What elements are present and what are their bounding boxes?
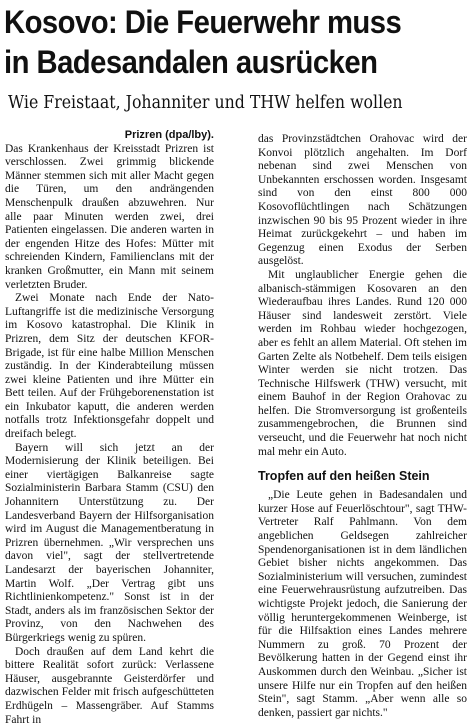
paragraph: Zwei Monate nach Ende der Nato-Luftangriffe ist die medizinische Versorgung im Kosovo katastrophal. Die Klinik in Prizren, dem Sitz der deutschen KFOR-Brigade, ist für eine halbe Million Menschen zuständig. In der Kinderabteilung müssen zwei kleine Patienten und ihre Mütter ein Bett teilen. Auf der Frühgeborenenstation ist ein Inkubator kaputt, die anderen werden notfalls trotz Infektionsgefahr doppelt und dreifach belegt. [5, 292, 214, 441]
article-column-left [5, 129, 214, 727]
paragraph: Bayern will sich jetzt an der Modernisierung der Klinik beteiligen. Bei einer viertägigen Balkanreise sagte Sozialministerin Barbara Stamm (CSU) den Johannitern Unterstützung zu. Der Landesverband Bayern der Hilfsorganisation wird im August die Managementberatung in Prizren übernehmen. „Wir versprechen uns davon viel", sagt der stellvertretende Landesarzt der bayerischen Johanniter, Martin Wolf. „Der Vertrag gibt uns Richtlinienkompetenz." Sonst ist in der Stadt, anders als im französischen Sektor der Provinz, von den Nachwehen des Bürgerkriegs wenig zu spüren. [5, 441, 214, 644]
headline-line-2: in Badesandalen ausrücken [4, 44, 378, 80]
dateline: Prizren (dpa/lby). [124, 129, 214, 141]
paragraph: „Die Leute gehen in Badesandalen und kurzer Hose auf Feuerlöschtour", sagt THW-Vertreter Ralf Pahlmann. Von dem angeblichen Geldsegen zahlreicher Spendenorganisationen ist in dem ländlichen Gebiet bisher nichts angekommen. Das Sozialministerium will versuchen, zumindest eine Feuerwehrausrüstung aufzutreiben. Das wichtigste Projekt jedoch, die Sanierung der völlig heruntergekommenen Weinberge, ist für die Hilfsaktion eines Landes mehrere Nummern zu groß. 70 Prozent der Bevölkerung hatten in der Gegend einst ihr Auskommen durch den Weinbau. „Sicher ist unsere Hilfe nur ein Tropfen auf den heißen Stein", sagt Stamm. „Aber wenn alle so denken, passiert gar nichts." [258, 489, 467, 719]
subheadline: Wie Freistaat, Johanniter und THW helfen wollen [8, 93, 403, 113]
paragraph: Doch draußen auf dem Land kehrt die bittere Realität sofort zurück: Verlassene Häuser, ausgebrannte Geisterdörfer und dazwischen Felder mit frisch aufgeschütteten Erdhügeln – Massengräber. Auf Stamms Fahrt in [5, 645, 214, 726]
headline [4, 2, 422, 82]
headline-line-1: Kosovo: Die Feuerwehr muss [4, 4, 402, 40]
section-subheading: Tropfen auf den heißen Stein [258, 469, 430, 484]
article-column-right [258, 133, 467, 720]
paragraph: Das Krankenhaus der Kreisstadt Prizren ist verschlossen. Zwei grimmig blickende Männer stemmen sich mit aller Macht gegen die Türen, um den andrängenden Menschenpulk draußen abzuwehren. Nur alle paar Minuten werden zwei, drei Patienten eingelassen. Die anderen warten in der engenden Hitze des Hofes: Mütter mit schreienden Kindern, Familienclans mit der kranken Großmutter, ein Mann mit seinem verletzten Bruder. [5, 142, 214, 291]
paragraph: das Provinzstädtchen Orahovac wird der Konvoi plötzlich angehalten. Im Dorf nebenan sind zwei Menschen von Unbekannten erschossen worden. Insgesamt sind von den einst 800 000 Kosovoflüchtlingen nach Schätzungen inzwischen 90 bis 95 Prozent wieder in ihre Heimat zurückgekehrt – und haben im Gegenzug einen Exodus der Serben ausgelöst. [258, 133, 467, 268]
paragraph: Mit unglaublicher Energie gehen die albanisch-stämmigen Kosovaren an den Wiederaufbau ihres Landes. Rund 120 000 Häuser sind landesweit zerstört. Viele werden im Rohbau wieder hochgezogen, aber es fehlt an allem Material. Oft stehen im Garten Zelte als Notbehelf. Dem teils eisigen Winter werden sie nicht trotzen. Das Technische Hilfswerk (THW) versucht, mit einem Bauhof in der Region Orahovac zu helfen. Die Stromversorgung ist großenteils zusammengebrochen, die Brunnen sind verseucht, und die Feuerwehr hat noch nicht mal mehr ein Auto. [258, 268, 467, 458]
